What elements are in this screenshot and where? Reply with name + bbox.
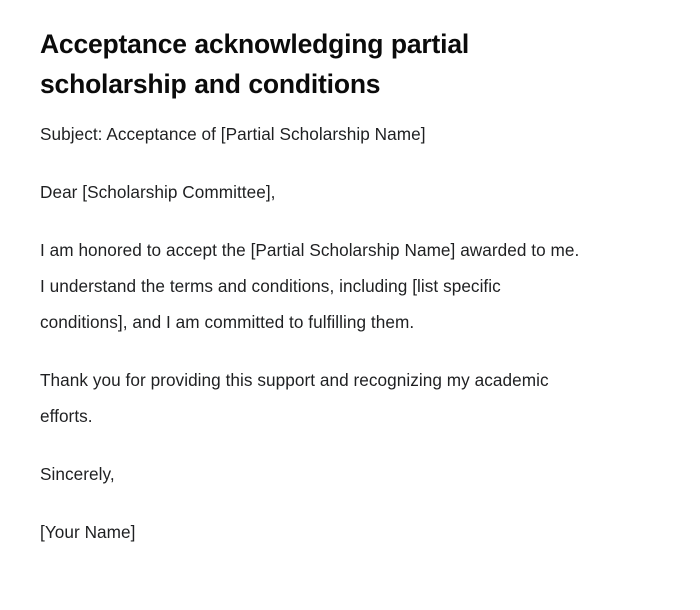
letter-paragraph-thanks: Thank you for providing this support and recognizing my academic efforts. — [40, 370, 549, 426]
letter-closing: Sincerely, — [40, 464, 115, 484]
letter-signature: [Your Name] — [40, 522, 136, 542]
letter-salutation: Dear [Scholarship Committee], — [40, 182, 276, 202]
page-title: Acceptance acknowledging partial scholarship and conditions — [40, 29, 470, 99]
letter-paragraph-main: I am honored to accept the [Partial Scholarship Name] awarded to me. I understand the terms and conditions, including [list specific conditions], and I am committed to fulfilling them. — [40, 240, 580, 332]
letter-subject-line: Subject: Acceptance of [Partial Scholarship Name] — [40, 124, 426, 144]
letter-body — [40, 104, 660, 550]
